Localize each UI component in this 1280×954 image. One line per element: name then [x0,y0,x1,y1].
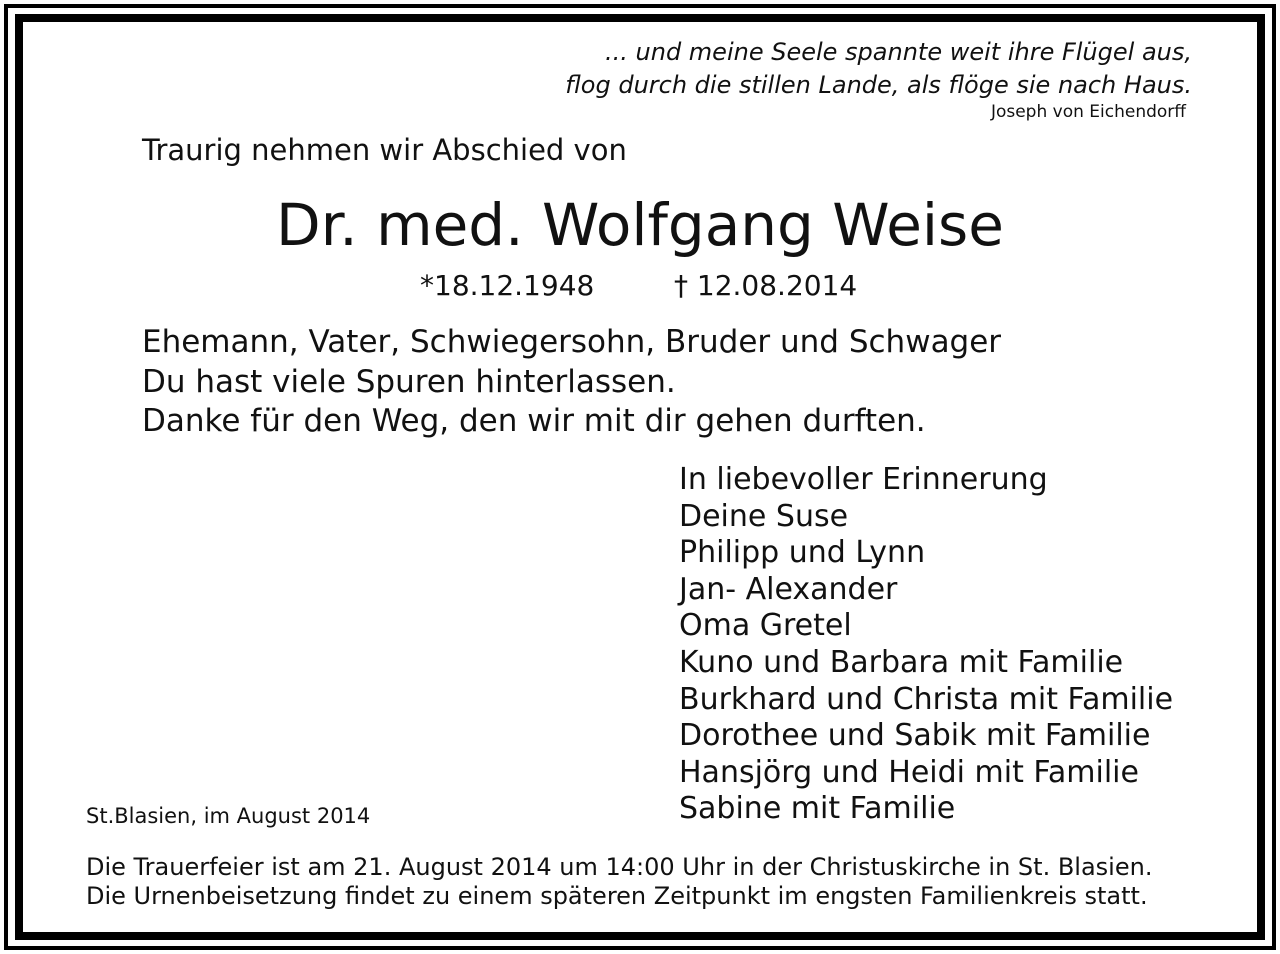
mourners-heading: In liebevoller Erinnerung [679,462,1048,497]
mourner-entry: Oma Gretel [679,608,852,644]
message-line-1: Ehemann, Vater, Schwiegersohn, Bruder und Schwager [142,324,1002,360]
place-date: St.Blasien, im August 2014 [86,804,371,828]
mourner-entry: Deine Suse [679,498,849,534]
mourner-entry: Kuno und Barbara mit Familie [679,644,1124,680]
birth-date: *18.12.1948 [420,269,595,302]
ceremony-line-1: Die Trauerfeier ist am 21. August 2014 um 14:00 Uhr in der Christuskirche in St. Blasien. [86,853,1153,881]
intro-text: Traurig nehmen wir Abschied von [142,133,627,167]
mourner-entry: Dorothee und Sabik mit Familie [679,718,1151,754]
mourner-entry: Hansjörg und Heidi mit Familie [679,754,1139,790]
message-line-2: Du hast viele Spuren hinterlassen. [142,364,676,400]
mourners-list [679,462,1173,828]
ceremony-line-2: Die Urnenbeisetzung findet zu einem späteren Zeitpunkt im engsten Familienkreis statt. [86,882,1148,910]
quote-author: Joseph von Eichendorff [990,102,1186,122]
message-line-3: Danke für den Weg, den wir mit dir gehen durften. [142,403,926,439]
death-date: † 12.08.2014 [674,269,858,302]
mourner-entry: Burkhard und Christa mit Familie [679,681,1174,717]
mourner-entry: Philipp und Lynn [679,535,926,571]
mourner-entry: Sabine mit Familie [679,791,956,827]
mourner-entry: Jan- Alexander [679,571,898,607]
quote-line-1: ... und meine Seele spannte weit ihre Flügel aus, [605,38,1192,66]
quote-line-2: flog durch die stillen Lande, als flöge sie nach Haus. [565,71,1192,99]
deceased-name: Dr. med. Wolfgang Weise [276,191,1004,259]
